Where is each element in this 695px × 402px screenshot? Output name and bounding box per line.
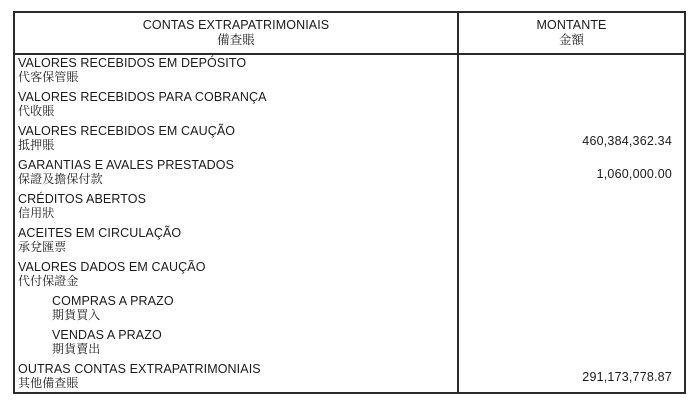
row-label-pt: VALORES RECEBIDOS EM DEPÓSITO	[18, 56, 247, 70]
table-row	[18, 260, 206, 288]
row-amount: 291,173,778.87	[582, 370, 672, 384]
table-row	[18, 158, 234, 186]
row-label-zh: 保證及擔保付款	[18, 172, 103, 186]
row-label-pt: VALORES RECEBIDOS PARA COBRANÇA	[18, 90, 267, 104]
header-amount	[459, 18, 684, 48]
table-row	[18, 192, 146, 220]
row-label-pt: ACEITES EM CIRCULAÇÃO	[18, 226, 182, 240]
table-row	[18, 226, 181, 254]
row-label-pt: COMPRAS A PRAZO	[52, 294, 174, 308]
table-row	[18, 124, 235, 152]
table-row	[18, 362, 261, 390]
off-balance-sheet-table	[13, 11, 686, 394]
row-label-zh: 其他備查賬	[18, 376, 79, 390]
row-amount: 460,384,362.34	[582, 134, 672, 148]
row-label-zh: 代收賬	[18, 104, 55, 118]
table-header	[15, 13, 684, 55]
header-description-zh: 備查賬	[217, 33, 255, 47]
table-row	[18, 90, 267, 118]
row-label-pt: VENDAS A PRAZO	[52, 328, 162, 342]
header-amount-pt: MONTANTE	[536, 18, 607, 32]
row-label-pt: VALORES RECEBIDOS EM CAUÇÃO	[18, 124, 236, 138]
header-amount-zh: 金額	[558, 33, 585, 47]
row-label-zh: 信用狀	[18, 206, 55, 220]
row-amount: 1,060,000.00	[596, 167, 672, 181]
column-divider	[457, 13, 459, 392]
row-label-pt: CRÉDITOS ABERTOS	[18, 192, 147, 206]
table-row	[52, 294, 174, 322]
row-label-pt: OUTRAS CONTAS EXTRAPATRIMONIAIS	[18, 362, 261, 376]
row-label-zh: 代客保管賬	[18, 70, 79, 84]
header-description-pt: CONTAS EXTRAPATRIMONIAIS	[142, 18, 330, 32]
table-row	[52, 328, 162, 356]
row-label-zh: 代付保證金	[18, 274, 79, 288]
row-label-zh: 承兌匯票	[18, 240, 67, 254]
table-row	[18, 56, 246, 84]
row-label-zh: 抵押賬	[18, 138, 55, 152]
header-description	[15, 18, 457, 48]
row-label-zh: 期貨買入	[52, 308, 101, 322]
row-label-pt: GARANTIAS E AVALES PRESTADOS	[18, 158, 235, 172]
row-label-pt: VALORES DADOS EM CAUÇÃO	[18, 260, 206, 274]
row-label-zh: 期貨賣出	[52, 342, 101, 356]
